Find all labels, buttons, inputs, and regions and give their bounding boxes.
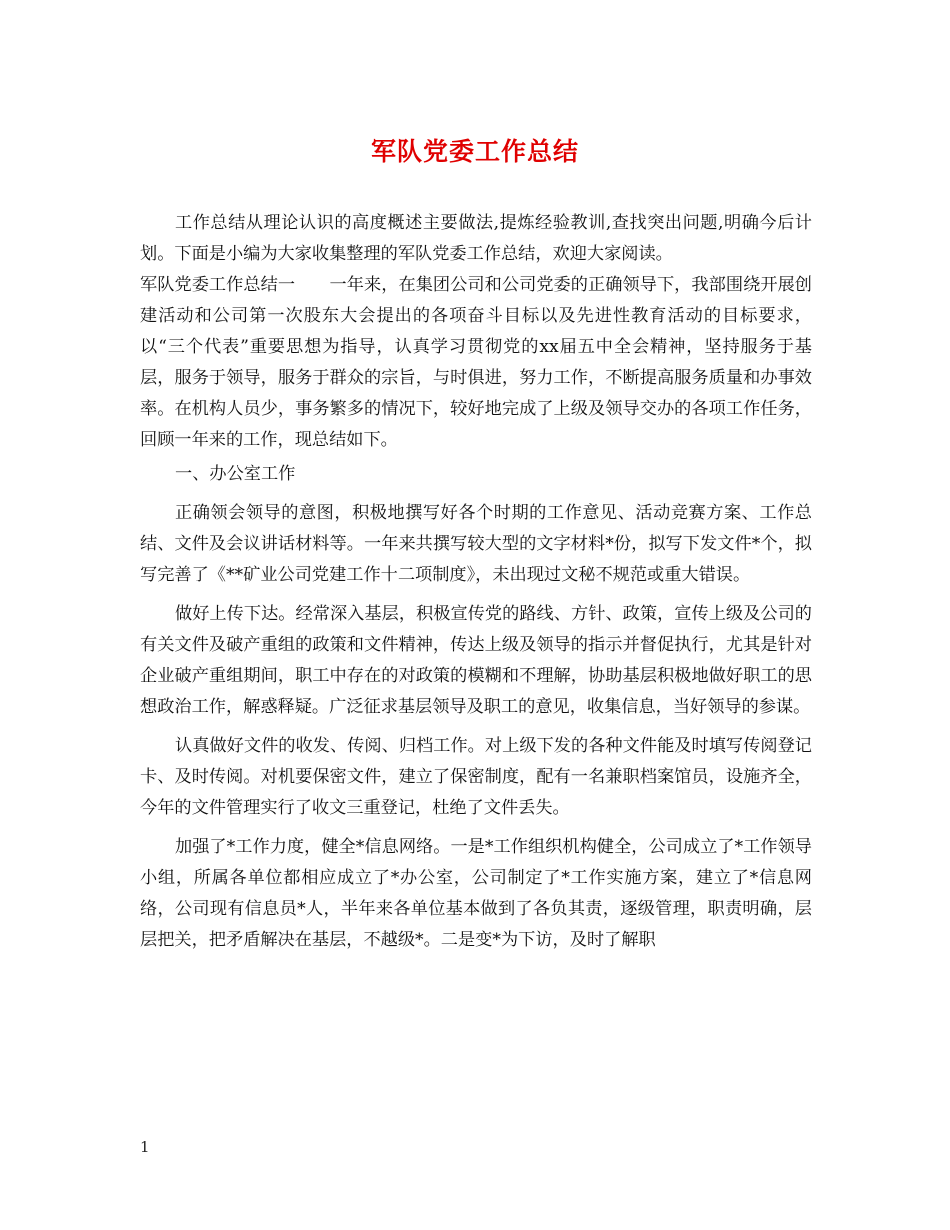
body-paragraph: 正确领会领导的意图，积极地撰写好各个时期的工作意见、活动竞赛方案、工作总结、文件及会议讲话材料等。一年来共撰写较大型的文字材料*份，拟写下发文件*个，拟写完善了《**矿业公司党建工作十二项制度》，未出现过文秘不规范或重大错误。 xyxy=(140,503,812,585)
body-paragraph: 加强了*工作力度，健全*信息网络。一是*工作组织机构健全，公司成立了*工作领导小组，所属各单位都相应成立了*办公室，公司制定了*工作实施方案，建立了*信息网络，公司现有信息员*人，半年来各单位基本做到了各负其责，逐级管理，职责明确，层层把关，把矛盾解决在基层，不越级*。二是变*为下访，及时了解职 xyxy=(140,837,812,950)
document-body xyxy=(140,208,812,956)
body-paragraph: 做好上传下达。经常深入基层，积极宣传党的路线、方针、政策，宣传上级及公司的有关文件及破产重组的政策和文件精神，传达上级及领导的指示并督促执行，尤其是针对企业破产重组期间，职工中存在的对政策的模糊和不理解，协助基层积极地做好职工的思想政治工作，解惑释疑。广泛征求基层领导及职工的意见，收集信息，当好领导的参谋。 xyxy=(140,604,812,717)
body-paragraph: 认真做好文件的收发、传阅、归档工作。对上级下发的各种文件能及时填写传阅登记卡、及时传阅。对机要保密文件，建立了保密制度，配有一名兼职档案馆员，设施齐全，今年的文件管理实行了收文三重登记，杜绝了文件丢失。 xyxy=(140,736,812,818)
intro-paragraph: 工作总结从理论认识的高度概述主要做法,提炼经验教训,查找突出问题,明确今后计划。下面是小编为大家收集整理的军队党委工作总结，欢迎大家阅读。 xyxy=(140,213,812,264)
page-title: 军队党委工作总结 xyxy=(370,137,579,166)
section-heading: 一、办公室工作 xyxy=(175,464,296,484)
page-number: 1 xyxy=(140,1138,150,1156)
summary-one-paragraph: 军队党委工作总结一 一年来，在集团公司和公司党委的正确领导下，我部围绕开展创建活动和公司第一次股东大会提出的各项奋斗目标以及先进性教育活动的目标要求，以“三个代表”重要思想为指导，认真学习贯彻党的xx届五中全会精神，坚持服务于基层，服务于领导，服务于群众的宗旨，与时俱进，努力工作，不断提高服务质量和办事效率。在机构人员少，事务繁多的情况下，较好地完成了上级及领导交办的各项工作任务，回顾一年来的工作，现总结如下。 xyxy=(140,275,812,450)
